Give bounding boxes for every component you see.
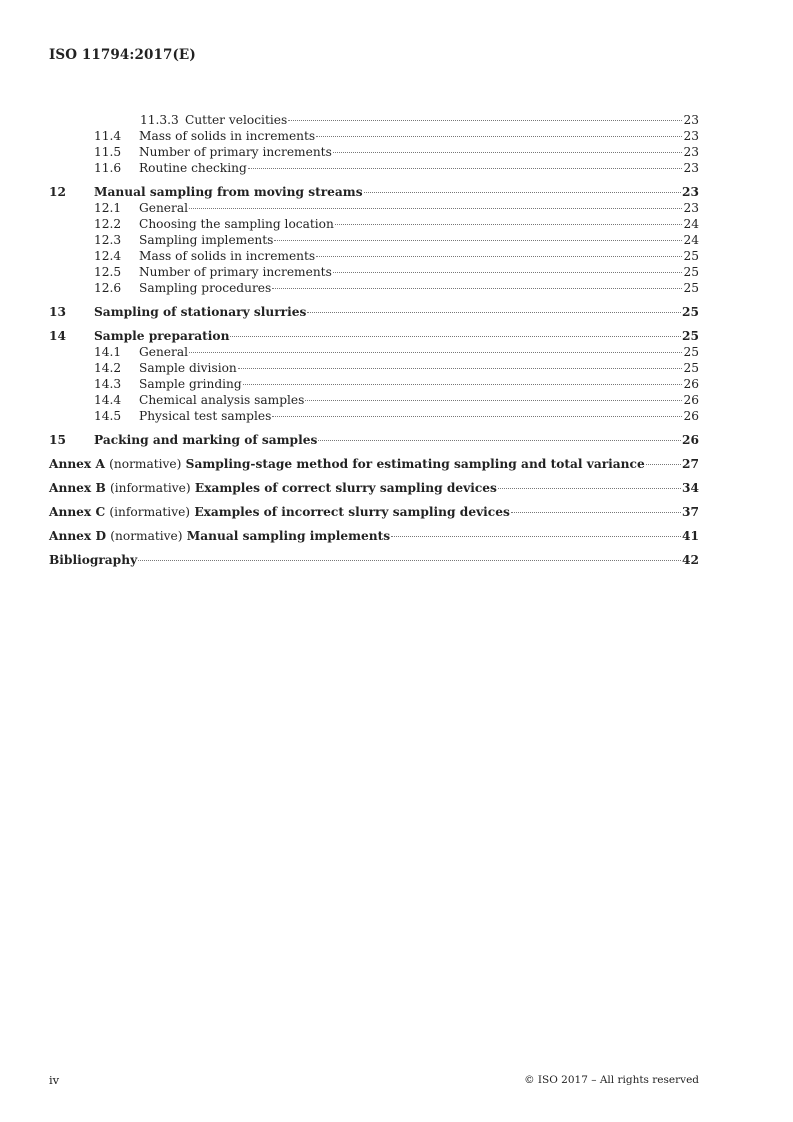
toc-annex-entry[interactable] (49, 480, 699, 496)
toc-clause-entry[interactable] (49, 184, 699, 200)
toc-entry-page: 34 (682, 481, 699, 495)
toc-bibliography-entry[interactable] (49, 552, 699, 568)
toc-entry-page: 23 (683, 161, 699, 175)
toc-entry[interactable] (49, 128, 699, 144)
dot-leader (511, 512, 681, 513)
toc-entry-page: 25 (683, 281, 699, 295)
toc-entry-title: Chemical analysis samples (139, 393, 305, 407)
toc-entry-title: Sample preparation (94, 329, 230, 343)
toc-entry-page: 25 (682, 329, 699, 343)
toc-entry-number: 11.6 (94, 161, 122, 175)
dot-leader (248, 168, 683, 169)
annex-title: Manual sampling implements (186, 529, 391, 543)
dot-leader (364, 192, 681, 193)
toc-entry-page: 25 (683, 345, 699, 359)
annex-label: Annex C (49, 505, 106, 519)
toc-entry-page: 26 (683, 377, 699, 391)
toc-entry-page: 25 (683, 265, 699, 279)
dot-leader (316, 256, 682, 257)
dot-leader (189, 208, 682, 209)
toc-entry-page: 41 (682, 529, 699, 543)
annex-kind: (informative) (110, 481, 191, 495)
toc-entry-number: 11.4 (94, 129, 122, 143)
dot-leader (333, 272, 683, 273)
toc-entry-title: Sampling implements (139, 233, 274, 247)
toc-entry-title: Number of primary increments (139, 145, 332, 159)
annex-kind: (normative) (109, 457, 182, 471)
toc-annex-entry[interactable] (49, 528, 699, 544)
toc-entry[interactable] (49, 360, 699, 376)
dot-leader (646, 464, 681, 465)
toc-entry[interactable] (49, 392, 699, 408)
toc-entry-page: 23 (683, 113, 699, 127)
annex-title: Examples of correct slurry sampling devices (194, 481, 497, 495)
page-number: iv (49, 1073, 60, 1087)
toc-entry[interactable] (49, 216, 699, 232)
toc-entry-title: Physical test samples (139, 409, 272, 423)
toc-entry-page: 26 (683, 393, 699, 407)
toc-entry-title: Routine checking (139, 161, 247, 175)
toc-entry-page: 23 (683, 145, 699, 159)
toc-entry-number: 14.4 (94, 393, 122, 407)
toc-entry[interactable] (49, 264, 699, 280)
toc-entry-title: Cutter velocities (185, 113, 288, 127)
toc-entry-number: 12.4 (94, 249, 122, 263)
toc-entry-number: 14 (49, 329, 66, 343)
toc-entry-page: 25 (682, 305, 699, 319)
toc-entry-page: 42 (682, 553, 699, 567)
toc-entry-number: 12.1 (94, 201, 122, 215)
annex-label: Annex B (49, 481, 106, 495)
copyright-notice: © ISO 2017 – All rights reserved (524, 1074, 699, 1086)
toc-entry-title: Manual sampling from moving streams (94, 185, 363, 199)
toc-entry-page: 23 (683, 129, 699, 143)
toc-entry[interactable] (49, 344, 699, 360)
toc-entry-title: Packing and marking of samples (94, 433, 318, 447)
toc-entry-number: 11.3.3 (140, 113, 179, 127)
toc-entry-number: 12 (49, 185, 66, 199)
annex-kind: (informative) (109, 505, 191, 519)
dot-leader (230, 336, 681, 337)
dot-leader (391, 536, 681, 537)
toc-entry-page: 23 (683, 201, 699, 215)
dot-leader (288, 120, 682, 121)
toc-clause-entry[interactable] (49, 304, 699, 320)
toc-entry-page: 27 (682, 457, 699, 471)
toc-entry[interactable] (49, 200, 699, 216)
toc-entry-page: 24 (683, 233, 699, 247)
toc-entry-page: 24 (683, 217, 699, 231)
toc-entry-title: Mass of solids in increments (139, 129, 316, 143)
toc-entry-page: 25 (683, 249, 699, 263)
toc-entry-title: Mass of solids in increments (139, 249, 316, 263)
dot-leader (316, 136, 682, 137)
toc-entry-title: Sampling of stationary slurries (94, 305, 307, 319)
dot-leader (138, 560, 681, 561)
toc-entry-page: 25 (683, 361, 699, 375)
annex-label: Annex A (49, 457, 105, 471)
toc-entry-number: 11.5 (94, 145, 122, 159)
toc-entry-number: 15 (49, 433, 66, 447)
bibliography-title: Bibliography (49, 553, 138, 567)
annex-kind: (normative) (110, 529, 183, 543)
annex-label: Annex D (49, 529, 107, 543)
toc-entry-number: 14.3 (94, 377, 122, 391)
toc-entry-number: 14.1 (94, 345, 122, 359)
toc-annex-entry[interactable] (49, 456, 699, 472)
annex-title: Examples of incorrect slurry sampling devices (194, 505, 510, 519)
toc-entry-title: Sample division (139, 361, 237, 375)
dot-leader (335, 224, 683, 225)
toc-entry-title: Number of primary increments (139, 265, 332, 279)
document-id-header: ISO 11794:2017(E) (49, 47, 196, 63)
toc-entry-title: Sampling procedures (139, 281, 272, 295)
table-of-contents (49, 112, 699, 568)
dot-leader (498, 488, 681, 489)
dot-leader (238, 368, 683, 369)
toc-entry[interactable] (49, 248, 699, 264)
toc-entry-number: 12.5 (94, 265, 122, 279)
toc-entry-page: 26 (682, 433, 699, 447)
toc-entry-number: 12.6 (94, 281, 122, 295)
toc-entry-title: General (139, 345, 188, 359)
dot-leader (272, 288, 682, 289)
dot-leader (333, 152, 683, 153)
toc-entry-number: 13 (49, 305, 66, 319)
toc-entry-number: 14.2 (94, 361, 122, 375)
toc-clause-entry[interactable] (49, 432, 699, 448)
dot-leader (305, 400, 682, 401)
toc-entry-page: 23 (682, 185, 699, 199)
toc-annex-entry[interactable] (49, 504, 699, 520)
toc-entry-title: Choosing the sampling location (139, 217, 334, 231)
toc-entry-number: 14.5 (94, 409, 122, 423)
toc-entry[interactable] (49, 232, 699, 248)
toc-entry-page: 26 (683, 409, 699, 423)
dot-leader (272, 416, 682, 417)
dot-leader (189, 352, 682, 353)
toc-entry-number: 12.3 (94, 233, 122, 247)
toc-entry[interactable] (49, 144, 699, 160)
toc-entry[interactable] (49, 280, 699, 296)
toc-entry[interactable] (49, 160, 699, 176)
dot-leader (243, 384, 683, 385)
dot-leader (307, 312, 681, 313)
dot-leader (318, 440, 681, 441)
toc-entry[interactable] (49, 376, 699, 392)
toc-entry-number: 12.2 (94, 217, 122, 231)
toc-entry-title: Sample grinding (139, 377, 242, 391)
toc-entry[interactable] (49, 112, 699, 128)
toc-entry-page: 37 (682, 505, 699, 519)
toc-entry[interactable] (49, 408, 699, 424)
annex-title: Sampling-stage method for estimating sampling and total variance (185, 457, 645, 471)
toc-entry-title: General (139, 201, 188, 215)
dot-leader (274, 240, 682, 241)
toc-clause-entry[interactable] (49, 328, 699, 344)
